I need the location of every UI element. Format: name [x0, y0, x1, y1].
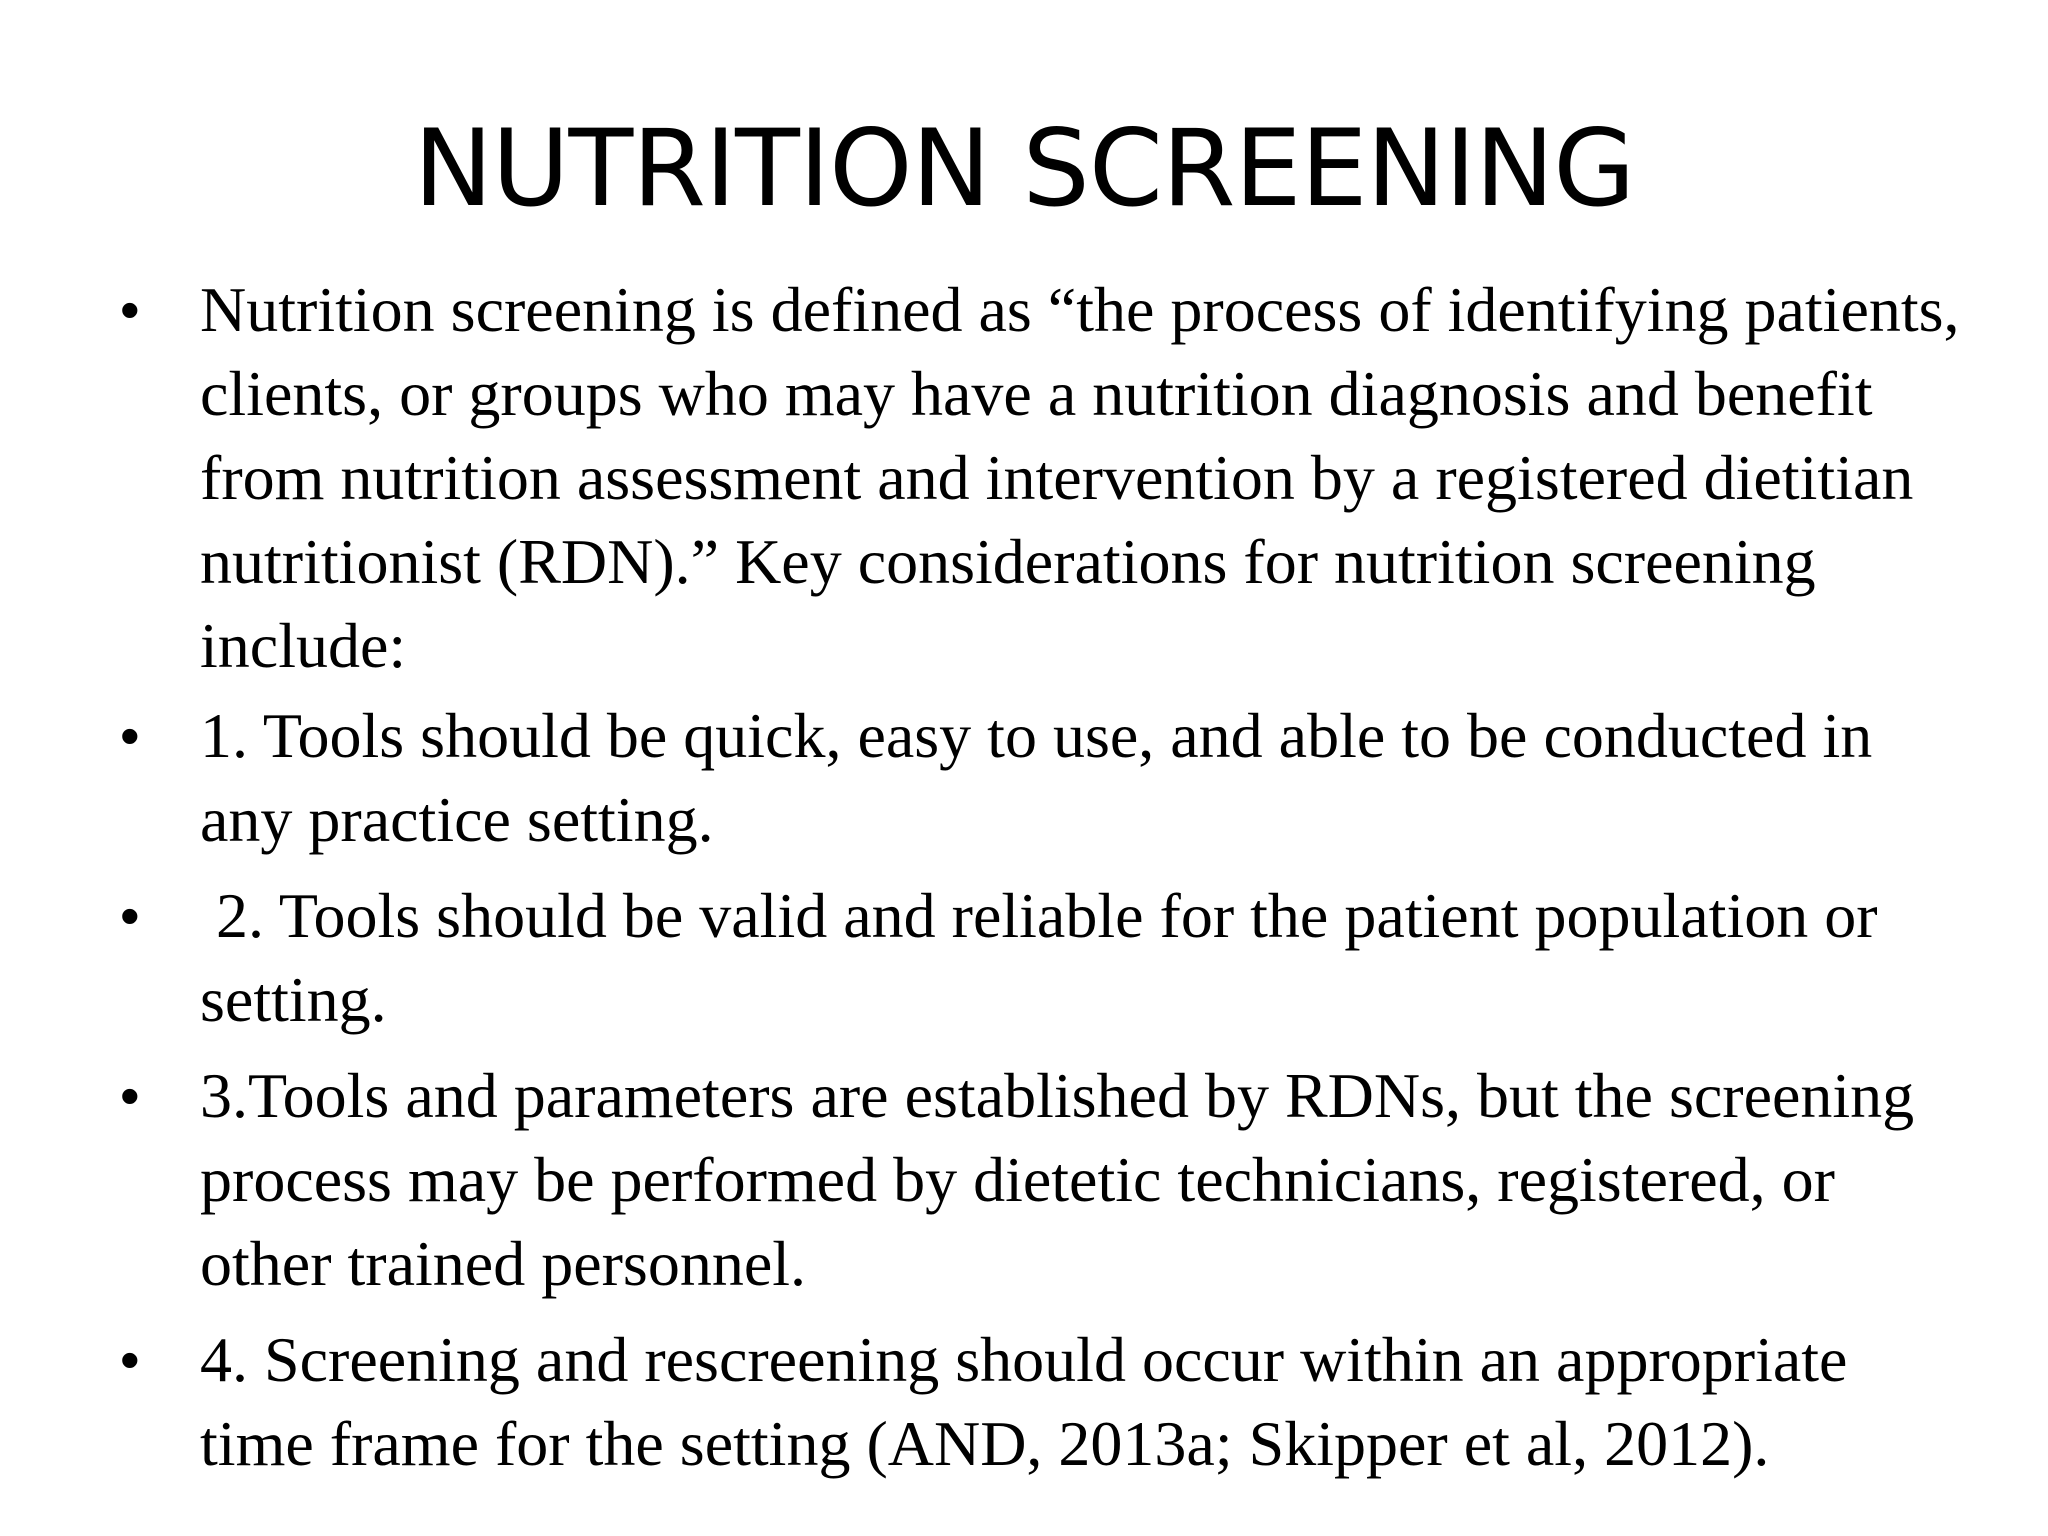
bullet-icon: • [120, 704, 140, 767]
bullet-text-definition: Nutrition screening is defined as “the process of identifying patients, clients, or groups who may have a nutrition diagnosis and benefit from nutrition assessment and intervention by a registered dietitian nutritionist (RDN).” Key considerations for nutrition screening include: [200, 274, 1976, 681]
bullet-text-3: 3.Tools and parameters are established by RDNs, but the screening process may be performed by dietetic technicians, registered, or other trained personnel. [200, 1060, 1931, 1299]
bullet-icon: • [120, 884, 140, 947]
bullet-text-2: 2. Tools should be valid and reliable for the patient population or setting. [200, 880, 1894, 1035]
bullet-icon: • [120, 1064, 140, 1127]
bullet-text-1: 1. Tools should be quick, easy to use, and able to be conducted in any practice setting. [200, 700, 1889, 855]
bullet-icon: • [120, 1328, 140, 1391]
bullet-icon: • [120, 278, 140, 341]
bullet-text-4: 4. Screening and rescreening should occur within an appropriate time frame for the setting (AND, 2013a; Skipper et al, 2012). [200, 1324, 1864, 1479]
slide-title: NUTRITION SCREENING [413, 107, 1635, 230]
